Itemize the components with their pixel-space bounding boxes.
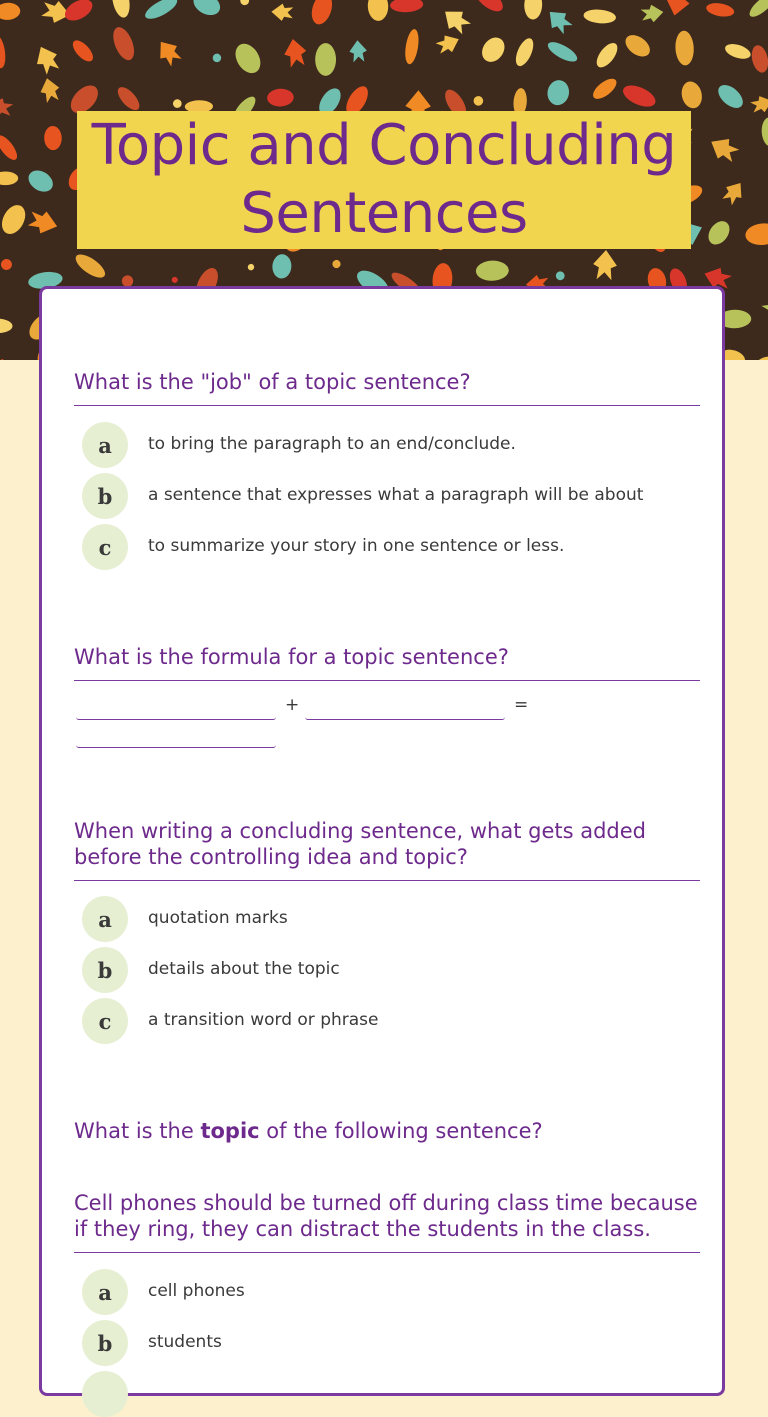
title-box xyxy=(77,111,691,249)
leaf-shape xyxy=(212,53,222,63)
leaf-shape xyxy=(109,24,138,63)
leaf-shape xyxy=(172,277,178,283)
option-text: cell phones xyxy=(148,1281,245,1301)
leaf-shape xyxy=(0,318,13,333)
question-1-option-c[interactable] xyxy=(82,524,682,570)
formula-blank-1[interactable] xyxy=(76,699,276,720)
option-letter-badge: a xyxy=(82,1269,128,1315)
leaf-shape xyxy=(472,95,484,107)
leaf-shape xyxy=(247,264,254,271)
option-text: a sentence that expresses what a paragraph will be about xyxy=(148,485,644,505)
leaf-shape xyxy=(44,126,62,151)
question-1-option-a[interactable] xyxy=(82,422,682,468)
leaf-shape xyxy=(706,132,742,166)
leaf-shape xyxy=(675,30,695,66)
leaf-shape xyxy=(114,84,143,114)
leaf-shape xyxy=(749,44,768,75)
leaf-shape xyxy=(592,249,618,280)
leaf-shape xyxy=(403,28,421,65)
page-title: Topic and Concluding Sentences xyxy=(91,113,677,246)
leaf-shape xyxy=(38,76,62,104)
leaf-shape xyxy=(142,0,180,23)
question-4-prompt xyxy=(74,1118,700,1154)
prompt-text-before: What is the xyxy=(74,1119,201,1143)
leaf-shape xyxy=(723,41,752,61)
leaf-shape xyxy=(759,291,768,327)
option-letter-badge: c xyxy=(82,998,128,1044)
leaf-shape xyxy=(746,0,768,20)
question-4-sentence: Cell phones should be turned off during class time because if they ring, they can distract the students in the class. xyxy=(74,1190,700,1253)
leaf-shape xyxy=(27,208,61,238)
leaf-shape xyxy=(476,260,510,281)
leaf-shape xyxy=(434,31,462,57)
leaf-shape xyxy=(315,43,336,76)
question-2-prompt: What is the formula for a topic sentence? xyxy=(74,644,700,681)
option-text: students xyxy=(148,1332,222,1352)
option-text: details about the topic xyxy=(148,959,340,979)
leaf-shape xyxy=(172,98,183,109)
leaf-shape xyxy=(679,79,704,110)
leaf-shape xyxy=(69,37,96,65)
leaf-shape xyxy=(705,1,735,18)
leaf-shape xyxy=(0,201,30,238)
leaf-shape xyxy=(0,95,14,119)
leaf-shape xyxy=(749,93,768,116)
option-letter-badge: a xyxy=(82,422,128,468)
option-text: a transition word or phrase xyxy=(148,1010,379,1030)
question-3-option-a[interactable] xyxy=(82,896,682,942)
leaf-shape xyxy=(593,39,622,70)
option-letter-badge: c xyxy=(82,524,128,570)
leaf-shape xyxy=(761,117,768,147)
leaf-shape xyxy=(31,42,63,77)
leaf-shape xyxy=(308,0,335,27)
leaf-shape xyxy=(545,78,571,107)
leaf-shape xyxy=(477,33,509,66)
question-1-prompt: What is the "job" of a topic sentence? xyxy=(74,369,700,406)
leaf-shape xyxy=(267,88,294,107)
plus-sign: + xyxy=(285,695,300,715)
leaf-shape xyxy=(719,178,748,208)
leaf-shape xyxy=(704,217,734,248)
worksheet-card xyxy=(39,286,725,1396)
leaf-shape xyxy=(72,250,109,282)
leaf-shape xyxy=(0,356,13,360)
option-letter-badge: b xyxy=(82,473,128,519)
question-4-option-c[interactable] xyxy=(82,1371,682,1417)
leaf-shape xyxy=(472,0,507,16)
option-text: to bring the paragraph to an end/conclude. xyxy=(148,434,516,454)
option-text: to summarize your story in one sentence or less. xyxy=(148,536,565,556)
option-letter-badge: b xyxy=(82,947,128,993)
leaf-shape xyxy=(109,0,132,19)
question-3-option-c[interactable] xyxy=(82,998,682,1044)
leaf-shape xyxy=(230,39,265,77)
leaf-shape xyxy=(714,81,747,113)
leaf-shape xyxy=(620,81,659,111)
leaf-shape xyxy=(640,3,664,24)
option-letter-badge xyxy=(82,1371,128,1417)
option-text: quotation marks xyxy=(148,908,288,928)
prompt-bold-word: topic xyxy=(200,1119,260,1143)
leaf-shape xyxy=(438,3,473,38)
question-1-option-b[interactable] xyxy=(82,473,682,519)
leaf-shape xyxy=(663,0,693,18)
leaf-shape xyxy=(0,2,21,20)
leaf-shape xyxy=(512,36,537,69)
leaf-shape xyxy=(543,5,576,38)
question-3-prompt: When writing a concluding sentence, what gets added before the controlling idea and topic? xyxy=(74,818,700,881)
leaf-shape xyxy=(152,36,184,69)
leaf-shape xyxy=(190,0,224,19)
leaf-shape xyxy=(282,37,309,68)
leaf-shape xyxy=(0,132,21,163)
leaf-shape xyxy=(0,171,18,185)
leaf-shape xyxy=(755,355,768,360)
leaf-shape xyxy=(0,35,7,69)
leaf-shape xyxy=(545,38,580,65)
leaf-shape xyxy=(331,259,341,269)
leaf-shape xyxy=(390,0,424,13)
question-3-option-b[interactable] xyxy=(82,947,682,993)
prompt-text-after: of the following sentence? xyxy=(259,1119,543,1143)
option-letter-badge: b xyxy=(82,1320,128,1366)
leaf-shape xyxy=(25,166,57,196)
leaf-shape xyxy=(0,257,14,272)
formula-blank-3[interactable] xyxy=(76,727,276,748)
leaf-shape xyxy=(61,0,96,25)
leaf-shape xyxy=(524,0,543,20)
option-letter-badge: a xyxy=(82,896,128,942)
question-4-option-b[interactable] xyxy=(82,1320,682,1366)
equals-sign: = xyxy=(514,695,529,715)
leaf-shape xyxy=(240,0,250,6)
leaf-shape xyxy=(745,222,768,246)
formula-blank-2[interactable] xyxy=(305,699,505,720)
leaf-shape xyxy=(622,31,654,61)
leaf-shape xyxy=(555,270,566,281)
leaf-shape xyxy=(590,75,620,103)
leaf-shape xyxy=(583,8,617,24)
leaf-shape xyxy=(272,254,293,280)
leaf-shape xyxy=(367,0,388,21)
leaf-shape xyxy=(271,3,294,21)
question-4-option-a[interactable] xyxy=(82,1269,682,1315)
leaf-shape xyxy=(349,40,368,63)
